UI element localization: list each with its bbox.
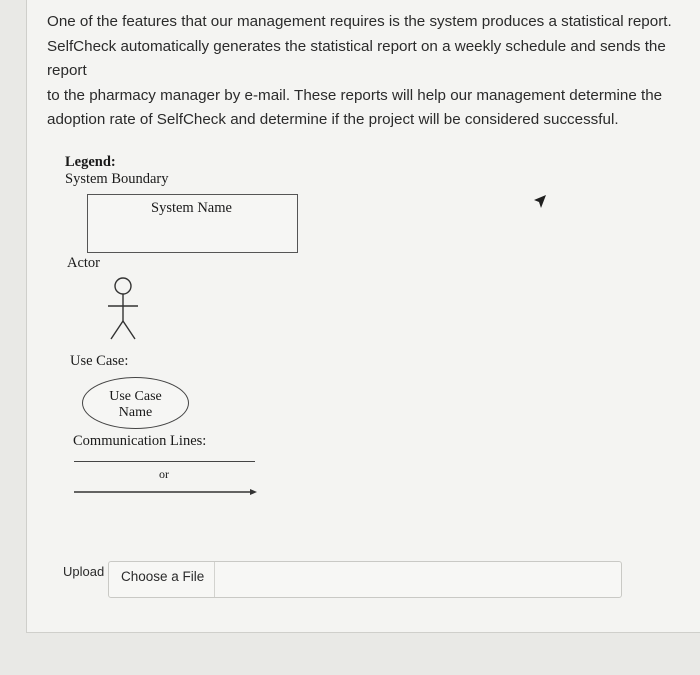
- use-case-name: Use Case Name: [109, 389, 162, 420]
- arrow-right-icon: [74, 486, 258, 498]
- communication-lines-label: Communication Lines:: [73, 433, 207, 449]
- communication-line-plain: [74, 461, 255, 462]
- stick-figure-icon: [100, 275, 146, 343]
- actor-label: Actor: [67, 255, 101, 271]
- system-boundary-label: System Boundary: [65, 171, 169, 187]
- use-case-label: Use Case:: [70, 353, 129, 369]
- or-separator: or: [159, 467, 169, 481]
- mouse-cursor-icon: [532, 194, 548, 210]
- choose-file-button[interactable]: Choose a File: [109, 562, 215, 597]
- system-name-label: System Name: [151, 200, 232, 216]
- legend-heading: Legend:: [65, 154, 116, 170]
- upload-label: Upload: [63, 564, 105, 579]
- question-prompt: One of the features that our management requires is the system produces a statistical report. SelfCheck automatically generates the statistical report on a weekly schedule and sends the report to the pharmacy manager by e-mail. These reports will help our management determine the adoption rate of SelfCheck and determine if the project will be considered successful.: [47, 13, 672, 128]
